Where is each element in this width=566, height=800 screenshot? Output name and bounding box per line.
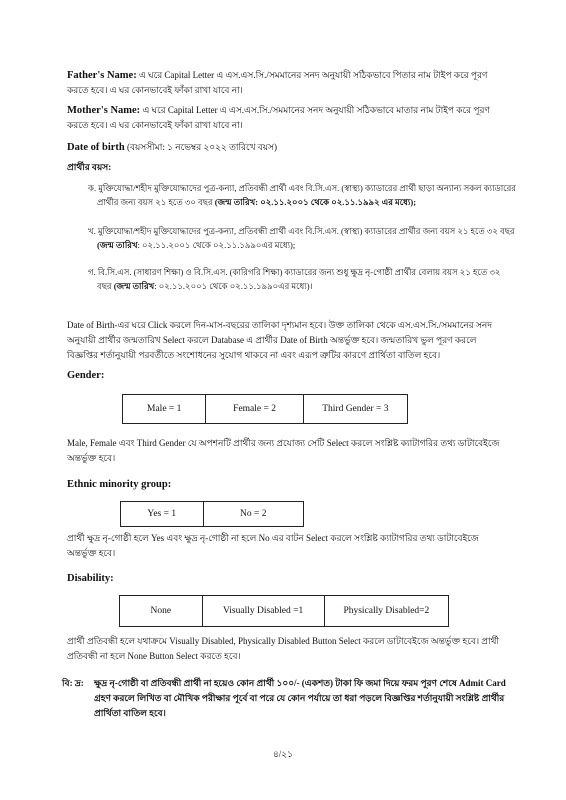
mother-name-paragraph	[67, 103, 507, 132]
dob-label: Date of birth	[67, 142, 125, 153]
age-item-ka-bold: (জন্ম তারিখ: ০২.১১.২০০১ থেকে ০২.১১.১৯৯২ এর মধ্যে);	[214, 197, 417, 207]
age-heading: প্রার্থীর বয়স:	[67, 162, 112, 172]
note-prefix: বি: দ্র:	[62, 678, 84, 688]
age-item-kha	[88, 224, 517, 252]
disability-options-table	[119, 595, 449, 627]
mother-name-text: এ ঘরে Capital Letter এ এস.এস.সি./সমমানের সনদ অনুযায়ী সঠিকভাবে মাতার নাম টাইপ করে পূরণ করতে হবে। এ ঘর কোনভাবেই ফাঁকা রাখা যাবে না।	[67, 105, 490, 130]
gender-text: Male, Female এবং Third Gender যে অপশনটি প্রার্থীর জন্য প্রযোজ্য সেটি Select করলে সংশ্লিষ্ট ক্যাটাগরির তথ্য ডাটাবেইজে অন্তর্ভুক্ত হবে।	[67, 438, 500, 463]
ethnic-option-no[interactable]: No = 2	[240, 509, 267, 519]
special-note	[62, 676, 512, 721]
father-name-text: এ ঘরে Capital Letter এ এস.এস.সি./সমমানের সনদ অনুযায়ী সঠিকভাবে পিতার নাম টাইপ করে পূরণ করতে হবে। এ ঘর কোনভাবেই ফাঁকা রাখা যাবে না।	[67, 70, 488, 95]
gender-heading: Gender:	[67, 370, 105, 381]
disability-option-visual[interactable]: Visually Disabled =1	[203, 596, 325, 626]
mother-name-label: Mother's Name:	[67, 105, 141, 116]
age-item-ga-text: গ. বি.সি.এস. (সাধারণ শিক্ষা) ও বি.সি.এস. (কারিগরি শিক্ষা) ক্যাডারের জন্য শুধু ক্ষুদ্র নৃ-গোষ্ঠী প্রার্থীর বেলায় বয়স ২১ হতে ৩২ বছর	[88, 267, 501, 291]
gender-option-male[interactable]: Male = 1	[123, 395, 206, 423]
note-text: ক্ষুদ্র নৃ-গোষ্ঠী বা প্রতিবন্ধী প্রার্থী না হয়েও কোন প্রার্থী ১০০/- (একশত) টাকা ফি জমা দিয়ে ফরম পূরণ শেষে Admit Card গ্রহণ করলে লিখিত বা মৌখিক পরীক্ষার পূর্বে বা পরে যে কোন পর্যায়ে তা ধরা পড়লে বিজ্ঞপ্তির শর্তানুযায়ী সংশ্লিষ্ট প্রার্থীর প্রার্থিতা বাতিল হবে।	[94, 678, 506, 718]
father-name-label: Father's Name:	[67, 70, 137, 81]
dob-line	[67, 140, 507, 155]
page-number: ৪/২১	[272, 749, 294, 759]
ethnic-options-table	[120, 501, 304, 527]
gender-option-female[interactable]: Female = 2	[206, 395, 303, 423]
age-item-kha-bold: (জন্ম তারিখ	[97, 240, 138, 250]
dob-instructions: Date of Birth-এর ঘরে Click করলে দিন-মাস-বছরের তালিকা দৃশ্যমান হবে। উক্ত তালিকা থেকে এস.এস.সি./সমমানের সনদ অনুযায়ী প্রার্থীর জন্মতারিখ Select করলে Database এ প্রার্থীর Date of Birth অন্তর্ভুক্ত হবে। জন্মতারিখ ভুল পূরণ করলে বিজ্ঞপ্তির শর্তানুযায়ী পরবর্তীতে সংশোধনের সুযোগ থাকবে না এবং এরূপ ত্রুটির কারণে প্রার্থিতা বাতিল হবে।	[67, 320, 493, 360]
age-item-ga	[88, 265, 517, 293]
age-item-kha-text: খ. মুক্তিযোদ্ধা/শহীদ মুক্তিযোদ্ধাদের পুত্র-কন্যা, প্রতিবন্ধী প্রার্থী এবং বি.সি.এস. (স্বাস্থ্য) ক্যাডারের প্রার্থীর জন্য বয়স ২১ হতে ৩২ বছর	[88, 226, 515, 236]
age-item-ka	[88, 181, 517, 209]
ethnic-heading: Ethnic minority group:	[67, 479, 172, 490]
ethnic-option-yes[interactable]: Yes = 1	[121, 502, 204, 526]
disability-option-physical[interactable]: Physically Disabled=2	[343, 606, 430, 616]
age-item-ga-tail: : ০২.১১.২০০১ থেকে ০২.১১.১৯৯০এর মধ্যে)।	[154, 281, 313, 291]
age-item-ka-text: ক. মুক্তিযোদ্ধা/শহীদ মুক্তিযোদ্ধাদের পুত্র-কন্যা, প্রতিবন্ধী প্রার্থী এবং বি.সি.এস. (স্বাস্থ্য) ক্যাডারের প্রার্থী ছাড়া অন্যান্য সকল ক্যাডারের প্রার্থীর জন্য বয়স ২১ হতে ৩০ বছর	[88, 183, 516, 207]
father-name-paragraph	[67, 68, 507, 97]
gender-options-table	[122, 394, 408, 424]
age-item-kha-tail: : ০২.১১.২০০১ থেকে ০২.১১.১৯৯০এর মধ্যে);	[137, 240, 296, 250]
disability-option-none[interactable]: None	[120, 596, 203, 626]
gender-option-third[interactable]: Third Gender = 3	[322, 404, 389, 414]
disability-text: প্রার্থী প্রতিবন্ধী হলে যথাক্রমে Visually Disabled, Physically Disabled Button Select করলে ডাটাবেইজে অন্তর্ভুক্ত হবে। প্রার্থী প্রতিবন্ধী না হলে None Button Select করতে হবে।	[67, 636, 500, 661]
dob-text: (বয়সসীমা: ১ নভেম্বর ২০২২ তারিখে বয়স)	[124, 142, 277, 152]
disability-heading: Disability:	[67, 573, 114, 584]
ethnic-text: প্রার্থী ক্ষুদ্র নৃ-গোষ্ঠী হলে Yes এবং ক্ষুদ্র নৃ-গোষ্ঠী না হলে No এর বাটন Select করলে সংশ্লিষ্ট ক্যাটাগরির তথ্য ডাটাবেইজে অন্তর্ভুক্ত হবে।	[67, 533, 479, 558]
age-item-ga-bold: (জন্ম তারিখ	[113, 281, 155, 291]
